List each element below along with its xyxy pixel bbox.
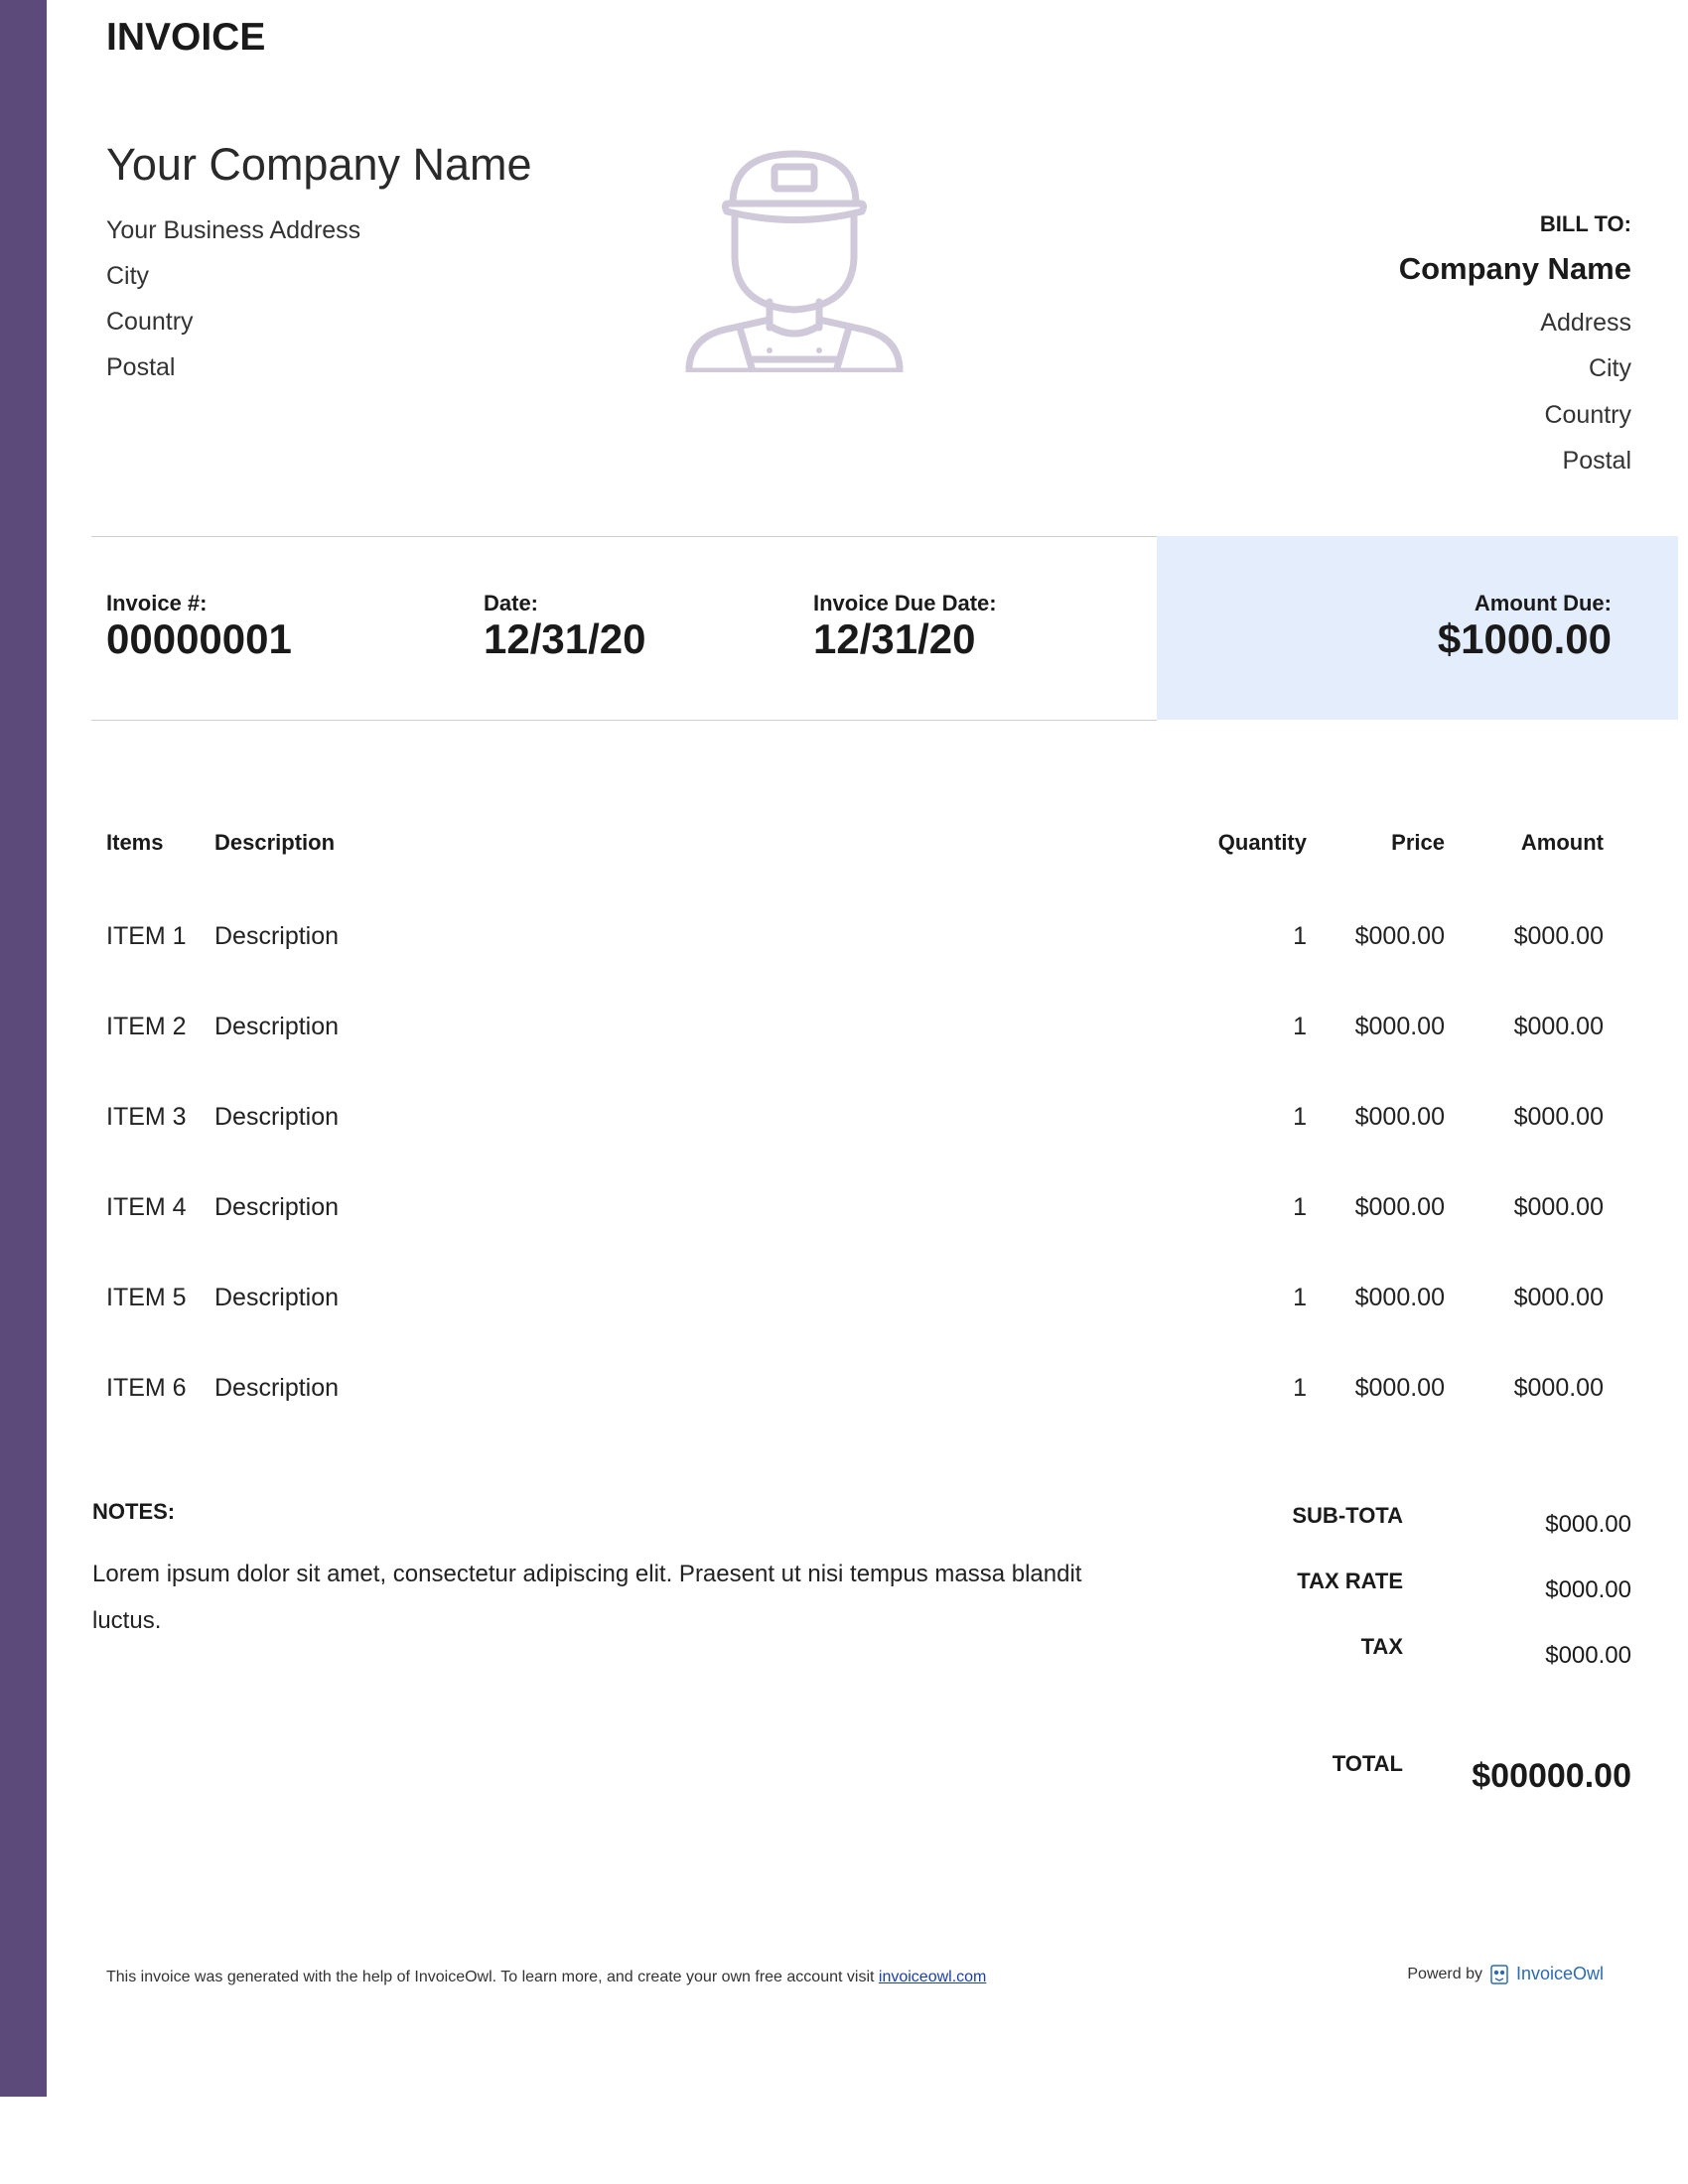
row-description: Description <box>214 1193 340 1221</box>
amount-due-value: $1000.00 <box>1437 615 1612 662</box>
row-item: ITEM 5 <box>106 1284 187 1311</box>
bill-to-city: City <box>1588 354 1631 382</box>
bill-to-postal: Postal <box>1562 447 1631 475</box>
header-description: Description <box>214 830 336 855</box>
bill-to-company-name: Company Name <box>1398 251 1631 286</box>
row-price: $000.00 <box>1354 1193 1445 1221</box>
row-price: $000.00 <box>1354 1103 1445 1131</box>
row-quantity: 1 <box>1293 1103 1307 1131</box>
row-description: Description <box>214 1374 340 1402</box>
powered-by-label: Powerd by <box>1407 1965 1482 1982</box>
sender-company-name: Your Company Name <box>106 139 532 190</box>
row-price: $000.00 <box>1354 922 1445 950</box>
row-item: ITEM 3 <box>106 1103 187 1131</box>
row-price: $000.00 <box>1354 1284 1445 1311</box>
sender-postal: Postal <box>106 353 176 381</box>
subtotal-label: SUB-TOTA <box>1292 1503 1403 1528</box>
row-item: ITEM 6 <box>106 1374 187 1402</box>
tax-rate-label: TAX RATE <box>1297 1569 1403 1593</box>
bill-to-country: Country <box>1544 401 1631 429</box>
row-amount: $000.00 <box>1513 1284 1604 1311</box>
sidebar-accent-bar <box>0 0 47 2097</box>
row-amount: $000.00 <box>1513 1374 1604 1402</box>
row-description: Description <box>214 1103 340 1131</box>
row-item: ITEM 4 <box>106 1193 187 1221</box>
row-quantity: 1 <box>1293 1013 1307 1040</box>
subtotal-value: $000.00 <box>1545 1511 1631 1538</box>
row-description: Description <box>214 1284 340 1311</box>
sender-city: City <box>106 262 150 290</box>
row-amount: $000.00 <box>1513 922 1604 950</box>
header-price: Price <box>1391 830 1445 855</box>
header-amount: Amount <box>1520 830 1604 855</box>
worker-avatar-icon <box>685 149 904 372</box>
date-value: 12/31/20 <box>484 615 646 662</box>
notes-text: Lorem ipsum dolor sit amet, consectetur adipiscing elit. Praesent ut nisi tempus massa blandit luctus. <box>92 1561 1082 1634</box>
bill-to-label: BILL TO: <box>1539 211 1631 236</box>
tax-rate-value: $000.00 <box>1545 1576 1631 1603</box>
due-date-label: Invoice Due Date: <box>813 591 997 615</box>
notes-label: NOTES: <box>92 1499 176 1524</box>
sender-address: Your Business Address <box>106 216 361 244</box>
row-amount: $000.00 <box>1513 1013 1604 1040</box>
header-items: Items <box>106 830 164 855</box>
row-amount: $000.00 <box>1513 1193 1604 1221</box>
row-description: Description <box>214 922 340 950</box>
due-date-value: 12/31/20 <box>813 615 976 662</box>
date-label: Date: <box>484 591 539 615</box>
row-price: $000.00 <box>1354 1013 1445 1040</box>
row-quantity: 1 <box>1293 1193 1307 1221</box>
total-label: TOTAL <box>1332 1751 1403 1776</box>
row-quantity: 1 <box>1293 922 1307 950</box>
tax-value: $000.00 <box>1545 1642 1631 1669</box>
row-price: $000.00 <box>1354 1374 1445 1402</box>
amount-due-label: Amount Due: <box>1474 591 1612 615</box>
row-item: ITEM 1 <box>106 922 187 950</box>
row-description: Description <box>214 1013 340 1040</box>
sender-country: Country <box>106 308 194 336</box>
invoice-number-label: Invoice #: <box>106 591 208 615</box>
invoice-number-value: 00000001 <box>106 615 292 662</box>
invoiceowl-brand[interactable]: InvoiceOwl <box>1515 1964 1604 1983</box>
row-quantity: 1 <box>1293 1374 1307 1402</box>
footer-text: This invoice was generated with the help of InvoiceOwl. To learn more, and create your own free account visit <box>106 1969 875 1985</box>
document-title: INVOICE <box>106 16 266 59</box>
row-amount: $000.00 <box>1513 1103 1604 1131</box>
row-item: ITEM 2 <box>106 1013 187 1040</box>
header-quantity: Quantity <box>1217 830 1307 855</box>
invoiceowl-link[interactable]: invoiceowl.com <box>878 1969 987 1985</box>
owl-logo-icon <box>1490 1965 1508 1984</box>
powered-by <box>1407 1964 1604 1984</box>
bill-to-address: Address <box>1540 309 1631 337</box>
footer-note <box>106 1969 986 1986</box>
row-quantity: 1 <box>1293 1284 1307 1311</box>
total-value: $00000.00 <box>1472 1757 1631 1795</box>
tax-label: TAX <box>1360 1634 1403 1659</box>
